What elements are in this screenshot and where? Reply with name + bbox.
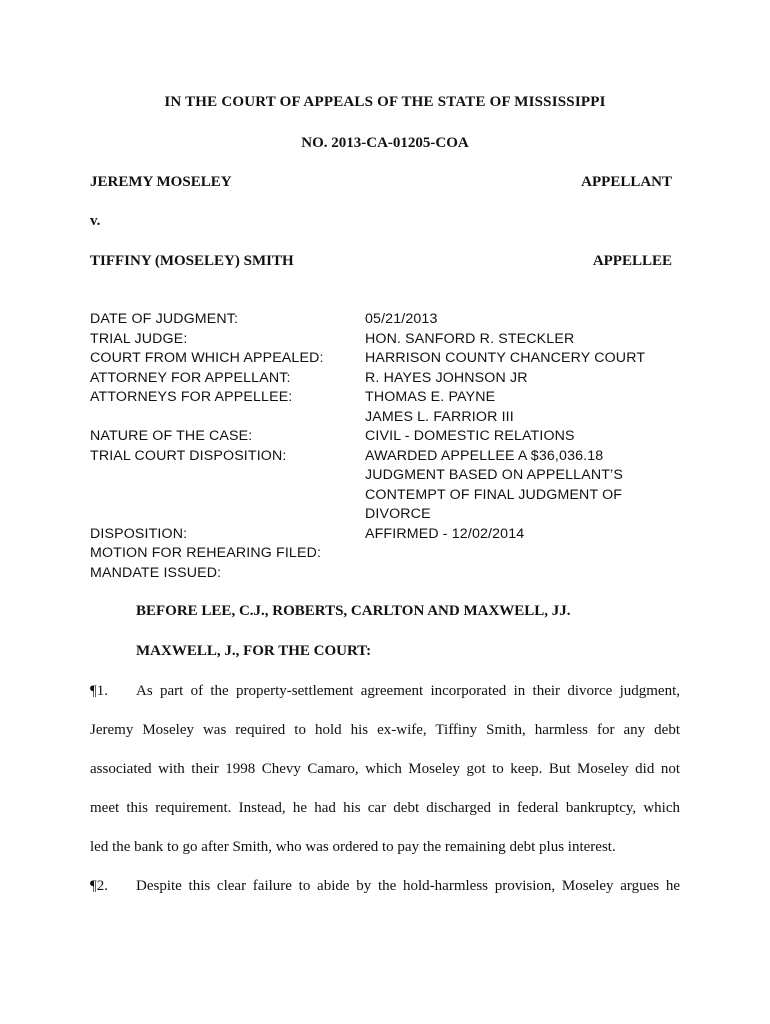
paragraph-2-text: Despite this clear failure to abide by the hold-harmless provision, Moseley argues he	[136, 878, 680, 894]
court-title: IN THE COURT OF APPEALS OF THE STATE OF MISSISSIPPI	[164, 94, 606, 110]
case-info-row	[90, 369, 690, 389]
case-info-values	[365, 525, 690, 545]
case-info-value: DIVORCE	[365, 506, 431, 522]
case-info-label: TRIAL COURT DISPOSITION:	[90, 447, 287, 464]
case-info-row	[90, 447, 690, 525]
case-info-values	[365, 369, 690, 389]
case-info-value: R. HAYES JOHNSON JR	[365, 369, 528, 386]
appellant-name: JEREMY MOSELEY	[90, 174, 232, 190]
case-info-value	[365, 564, 690, 584]
case-info-value: HON. SANFORD R. STECKLER	[365, 330, 575, 347]
paragraph-1-line-5: led the bank to go after Smith, who was ordered to pay the remaining debt plus interest.	[90, 839, 616, 855]
appellant-row	[90, 174, 672, 191]
case-info-value: CONTEMPT OF FINAL JUDGMENT OF	[365, 486, 623, 503]
case-info-table	[90, 310, 690, 583]
case-number: NO. 2013-CA-01205-COA	[301, 135, 469, 151]
appellee-row	[90, 253, 672, 270]
case-info-values	[365, 447, 690, 525]
case-info-values	[365, 330, 690, 350]
paragraph-2-mark: ¶2.	[90, 878, 109, 894]
case-info-values	[365, 349, 690, 369]
case-info-row	[90, 427, 690, 447]
case-info-label: TRIAL JUDGE:	[90, 330, 188, 347]
case-info-label: MANDATE ISSUED:	[90, 564, 222, 581]
paragraph-1-line-4: meet this requirement. Instead, he had his car debt discharged in federal bankruptcy, which	[90, 800, 680, 816]
case-info-label: ATTORNEY FOR APPELLANT:	[90, 369, 291, 386]
case-info-values	[365, 564, 690, 584]
case-info-values	[365, 310, 690, 330]
case-info-value: AFFIRMED - 12/02/2014	[365, 525, 525, 542]
paragraph-2-line-1	[90, 878, 680, 895]
paragraph-1-line-2: Jeremy Moseley was required to hold his ex-wife, Tiffiny Smith, harmless for any debt	[90, 722, 680, 738]
case-info-value: AWARDED APPELLEE A $36,036.18	[365, 447, 604, 464]
case-info-values	[365, 544, 690, 564]
appellee-role: APPELLEE	[592, 253, 672, 269]
case-info-value: 05/21/2013	[365, 311, 438, 327]
paragraph-1-mark: ¶1.	[90, 683, 109, 699]
case-info-value: CIVIL - DOMESTIC RELATIONS	[365, 428, 575, 444]
case-info-label: MOTION FOR REHEARING FILED:	[90, 545, 322, 561]
case-info-label: DISPOSITION:	[90, 525, 188, 542]
case-info-row	[90, 564, 690, 584]
case-info-value: JAMES L. FARRIOR III	[365, 408, 514, 425]
versus-label: v.	[90, 213, 101, 229]
paragraph-1-line-1	[90, 683, 680, 700]
case-info-value: HARRISON COUNTY CHANCERY COURT	[365, 350, 646, 366]
case-info-values	[365, 427, 690, 447]
case-info-value	[365, 544, 690, 564]
panel-before: BEFORE LEE, C.J., ROBERTS, CARLTON AND MAXWELL, JJ.	[136, 603, 571, 619]
case-info-label: COURT FROM WHICH APPEALED:	[90, 350, 324, 366]
case-info-label: DATE OF JUDGMENT:	[90, 311, 239, 327]
case-info-values	[365, 388, 690, 427]
paragraph-1-line-3: associated with their 1998 Chevy Camaro, which Moseley got to keep. But Moseley did not	[90, 761, 680, 777]
appellant-role: APPELLANT	[581, 174, 672, 190]
paragraph-1-text: As part of the property-settlement agreement incorporated in their divorce judgment,	[136, 683, 680, 699]
opinion-author: MAXWELL, J., FOR THE COURT:	[136, 643, 372, 659]
case-info-row	[90, 525, 690, 545]
case-info-row	[90, 388, 690, 427]
case-info-value: THOMAS E. PAYNE	[365, 389, 496, 405]
case-info-row	[90, 349, 690, 369]
case-info-label: ATTORNEYS FOR APPELLEE:	[90, 389, 293, 405]
case-info-row	[90, 310, 690, 330]
case-info-row	[90, 330, 690, 350]
case-info-row	[90, 544, 690, 564]
appellee-name: TIFFINY (MOSELEY) SMITH	[90, 253, 294, 269]
case-info-label: NATURE OF THE CASE:	[90, 428, 253, 444]
case-info-value: JUDGMENT BASED ON APPELLANT’S	[365, 467, 623, 483]
